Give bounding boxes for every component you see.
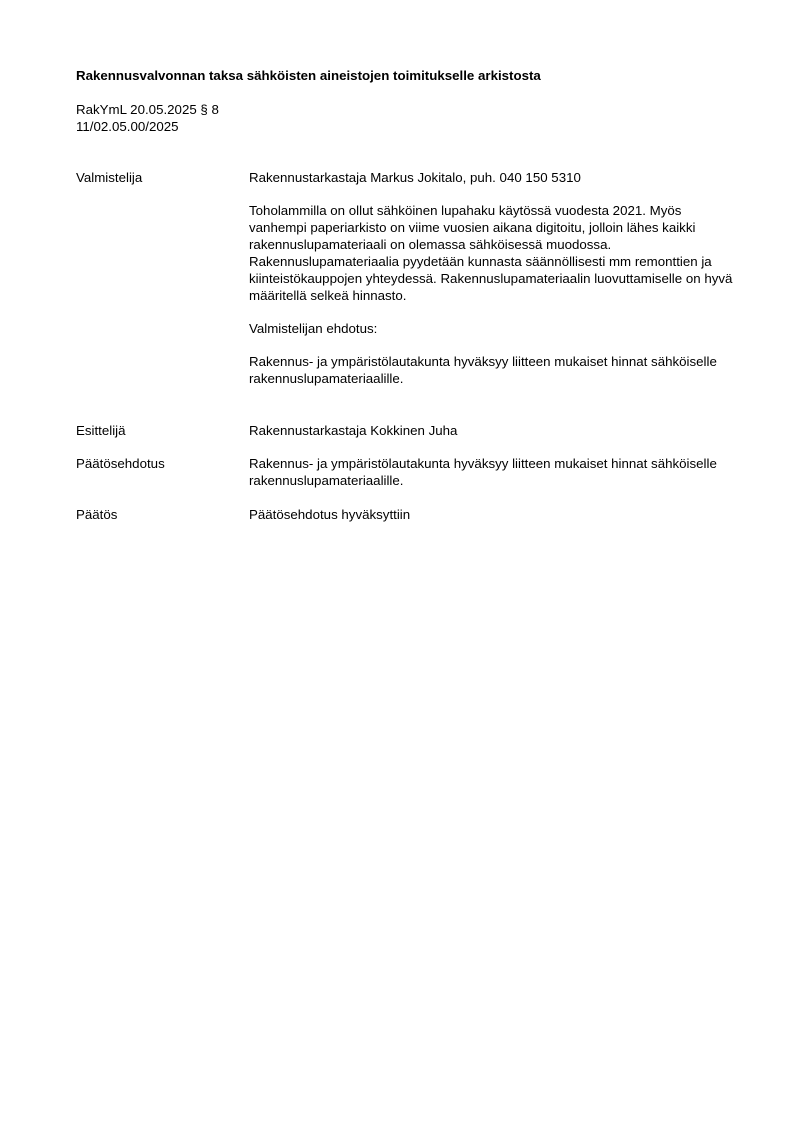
paatosehdotus-label: Päätösehdotus — [76, 456, 165, 471]
meeting-reference: RakYmL 20.05.2025 § 8 — [76, 102, 219, 117]
preparer-name: Rakennustarkastaja Markus Jokitalo, puh. 040 150 5310 — [249, 170, 581, 185]
paatos-value: Päätösehdotus hyväksyttiin — [249, 507, 411, 522]
document-meta — [76, 101, 736, 135]
diary-number: 11/02.05.00/2025 — [76, 119, 179, 134]
document-title: Rakennusvalvonnan taksa sähköisten aineistojen toimitukselle arkistosta — [76, 68, 541, 83]
proposal-text: Rakennus- ja ympäristölautakunta hyväksyy liitteen mukaiset hinnat sähköiselle rakennuslupamateriaalille. — [249, 354, 717, 386]
esittelija-label: Esittelijä — [76, 423, 126, 438]
valmistelija-content — [249, 169, 736, 387]
valmistelija-label: Valmistelija — [76, 170, 143, 185]
esittelija-value: Rakennustarkastaja Kokkinen Juha — [249, 423, 458, 438]
paatosehdotus-value: Rakennus- ja ympäristölautakunta hyväksyy liitteen mukaiset hinnat sähköiselle rakennuslupamateriaalille. — [249, 456, 717, 488]
background-text: Toholammilla on ollut sähköinen lupahaku käytössä vuodesta 2021. Myös vanhempi paperiarkisto on viime vuosien aikana digitoitu, jolloin lähes kaikki rakennuslupamateriaali on olemassa sähköisessä muodossa. Rakennuslupamateriaalia pyydetään kunnasta säännöllisesti mm remonttien ja kiinteistökauppojen yhteydessä. Rakennuslupamateriaalin luovuttamiselle on hyvä määritellä selkeä hinnasto. — [249, 203, 733, 303]
proposal-heading: Valmistelijan ehdotus: — [249, 321, 378, 336]
paatos-label: Päätös — [76, 507, 118, 522]
